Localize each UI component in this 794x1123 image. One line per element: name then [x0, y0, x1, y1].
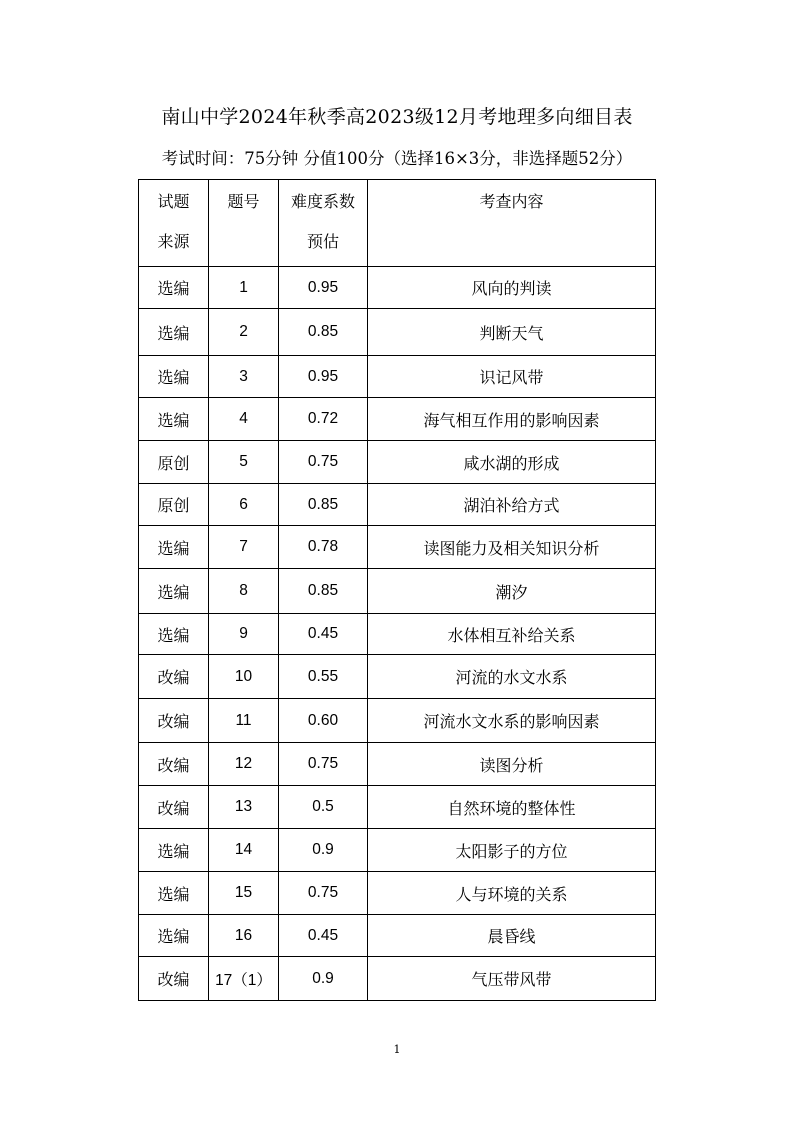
- specification-table: [138, 179, 656, 1001]
- table-row: [139, 441, 656, 484]
- cell-difficulty: 0.85: [279, 484, 368, 526]
- table-row: [139, 398, 656, 441]
- cell-difficulty: 0.78: [279, 526, 368, 569]
- table-row: [139, 957, 656, 1001]
- table-row: [139, 743, 656, 786]
- cell-number: 6: [209, 484, 279, 526]
- cell-source: 选编: [139, 356, 209, 398]
- header-number: [209, 180, 279, 267]
- cell-number: 16: [209, 915, 279, 957]
- cell-number: 5: [209, 441, 279, 484]
- cell-source: 改编: [139, 743, 209, 786]
- table-row: [139, 267, 656, 309]
- cell-content: 判断天气: [368, 309, 656, 356]
- table-row: [139, 309, 656, 356]
- cell-difficulty: 0.95: [279, 356, 368, 398]
- table-row: [139, 786, 656, 829]
- header-content-label: 考查内容: [479, 192, 544, 211]
- cell-content: 河流水文水系的影响因素: [368, 699, 656, 743]
- cell-number: 9: [209, 614, 279, 655]
- table-row: [139, 526, 656, 569]
- cell-difficulty: 0.85: [279, 569, 368, 614]
- exam-info: 考试时间：75分钟 分值100分（选择16×3分，非选择题52分）: [161, 149, 633, 168]
- header-row: [139, 180, 656, 267]
- header-content: [368, 180, 656, 267]
- cell-source: 原创: [139, 484, 209, 526]
- cell-content: 咸水湖的形成: [368, 441, 656, 484]
- cell-source: 改编: [139, 786, 209, 829]
- cell-difficulty: 0.72: [279, 398, 368, 441]
- cell-content: 读图能力及相关知识分析: [368, 526, 656, 569]
- header-number-label: 题号: [227, 192, 260, 211]
- cell-content: 潮汐: [368, 569, 656, 614]
- header-difficulty: [279, 180, 368, 267]
- cell-number: 12: [209, 743, 279, 786]
- cell-number: 11: [209, 699, 279, 743]
- cell-source: 原创: [139, 441, 209, 484]
- cell-number: 3: [209, 356, 279, 398]
- cell-source: 选编: [139, 872, 209, 915]
- cell-source: 改编: [139, 655, 209, 699]
- table-row: [139, 872, 656, 915]
- cell-content: 海气相互作用的影响因素: [368, 398, 656, 441]
- cell-number: 4: [209, 398, 279, 441]
- header-source: [139, 180, 209, 267]
- cell-source: 选编: [139, 526, 209, 569]
- cell-content: 湖泊补给方式: [368, 484, 656, 526]
- cell-content: 识记风带: [368, 356, 656, 398]
- cell-difficulty: 0.75: [279, 872, 368, 915]
- table-row: [139, 569, 656, 614]
- cell-content: 水体相互补给关系: [368, 614, 656, 655]
- cell-source: 选编: [139, 614, 209, 655]
- cell-source: 选编: [139, 309, 209, 356]
- table-row: [139, 484, 656, 526]
- cell-number: 10: [209, 655, 279, 699]
- cell-content: 读图分析: [368, 743, 656, 786]
- cell-number: 14: [209, 829, 279, 872]
- cell-content: 晨昏线: [368, 915, 656, 957]
- page-number: 1: [393, 1043, 401, 1056]
- cell-number: 2: [209, 309, 279, 356]
- cell-number: 1: [209, 267, 279, 309]
- cell-number: 15: [209, 872, 279, 915]
- cell-number: 8: [209, 569, 279, 614]
- table-row: [139, 614, 656, 655]
- cell-content: 太阳影子的方位: [368, 829, 656, 872]
- cell-source: 改编: [139, 699, 209, 743]
- cell-content: 风向的判读: [368, 267, 656, 309]
- cell-content: 人与环境的关系: [368, 872, 656, 915]
- table-row: [139, 699, 656, 743]
- cell-content: 自然环境的整体性: [368, 786, 656, 829]
- table-row: [139, 915, 656, 957]
- cell-number: 17（1）: [209, 957, 279, 1001]
- cell-difficulty: 0.75: [279, 743, 368, 786]
- cell-source: 改编: [139, 957, 209, 1001]
- cell-difficulty: 0.5: [279, 786, 368, 829]
- header-difficulty-line2: 预估: [306, 232, 339, 251]
- cell-number: 7: [209, 526, 279, 569]
- table-row: [139, 829, 656, 872]
- cell-source: 选编: [139, 267, 209, 309]
- cell-source: 选编: [139, 829, 209, 872]
- cell-number: 13: [209, 786, 279, 829]
- cell-content: 河流的水文水系: [368, 655, 656, 699]
- table-body: [139, 267, 656, 1001]
- cell-difficulty: 0.60: [279, 699, 368, 743]
- cell-difficulty: 0.9: [279, 957, 368, 1001]
- cell-difficulty: 0.85: [279, 309, 368, 356]
- cell-difficulty: 0.55: [279, 655, 368, 699]
- cell-content: 气压带风带: [368, 957, 656, 1001]
- table-row: [139, 655, 656, 699]
- cell-difficulty: 0.45: [279, 614, 368, 655]
- cell-source: 选编: [139, 915, 209, 957]
- page-title: 南山中学2024年秋季高2023级12月考地理多向细目表: [161, 106, 633, 128]
- header-source-line2: 来源: [157, 232, 190, 251]
- cell-difficulty: 0.95: [279, 267, 368, 309]
- table-header: [139, 180, 656, 267]
- cell-source: 选编: [139, 569, 209, 614]
- header-source-line1: 试题: [157, 192, 190, 211]
- cell-difficulty: 0.45: [279, 915, 368, 957]
- cell-source: 选编: [139, 398, 209, 441]
- header-difficulty-line1: 难度系数: [290, 192, 355, 211]
- table-row: [139, 356, 656, 398]
- cell-difficulty: 0.75: [279, 441, 368, 484]
- cell-difficulty: 0.9: [279, 829, 368, 872]
